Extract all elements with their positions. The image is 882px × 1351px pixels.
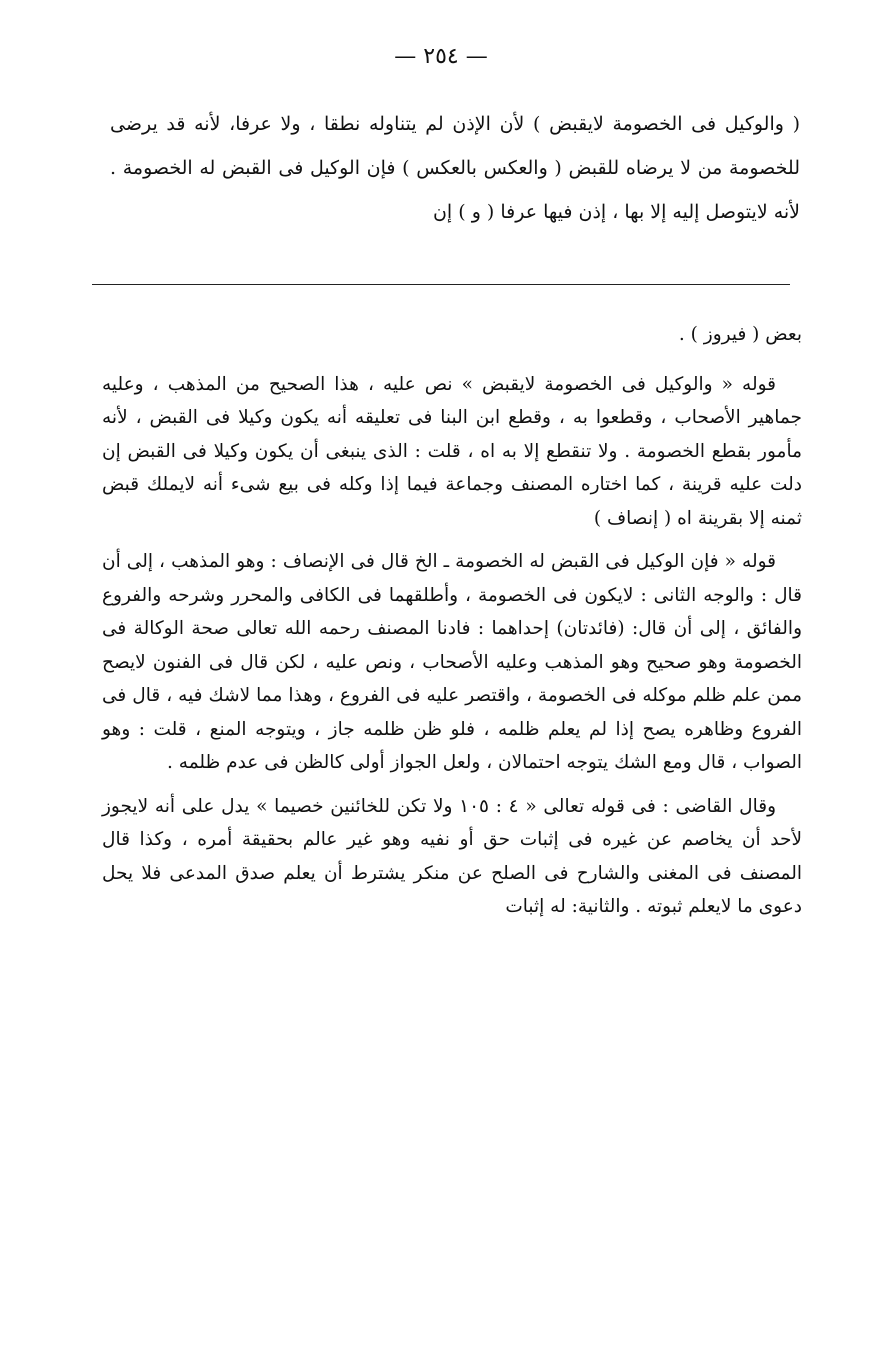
commentary [102, 318, 802, 934]
main-text-paragraph: ( والوكيل فى الخصومة لايقبض ) لأن الإذن لم يتناوله نطقا ، ولا عرفا، لأنه قد يرضى للخصومة من لا يرضاه للقبض ( والعكس بالعكس ) فإن الوكيل فى القبض له الخصومة . لأنه لايتوصل إليه إلا بها ، إذن فيها عرفا ( و ) إن [110, 113, 800, 223]
page-number: — ٢٥٤ — [394, 44, 488, 69]
commentary-paragraph-1: بعض ( فيروز ) . [678, 324, 802, 345]
commentary-paragraph-4: وقال القاضى : فى قوله تعالى « ٤ : ١٠٥ ولا تكن للخائنين خصيما » يدل على أنه لايجوز لأحد أن يخاصم عن غيره فى إثبات حق أو نفيه وهو غير عالم بحقيقة أمره ، وكذا قال المصنف فى المغنى والشارح فى الصلح عن منكر يشترط أن يعلم صدق المدعى فلا يحل دعوى ما لايعلم ثبوته . والثانية: له إثبات [102, 795, 802, 917]
footnote-separator [92, 284, 790, 285]
main-text [110, 102, 800, 234]
commentary-paragraph-2: قوله « والوكيل فى الخصومة لايقبض » نص عليه ، هذا الصحيح من المذهب ، وعليه جماهير الأصحاب ، وقطعوا به ، وقطع ابن البنا فى تعليقه أنه يكون وكيلا فى القبض ، لأنه مأمور بقطع الخصومة . ولا تنقطع إلا به اه ، قلت : الذى ينبغى أن يكون وكيلا فى القبض إن دلت عليه قرينة ، كما اختاره المصنف وجماعة فيما إذا وكله فى بيع شىء أنه لايملك قبض ثمنه إلا بقرينة اه ( إنصاف ) [102, 373, 802, 529]
commentary-paragraph-3: قوله « فإن الوكيل فى القبض له الخصومة ـ الخ قال فى الإنصاف : وهو المذهب ، إلى أن قال : والوجه الثانى : لايكون فى الخصومة ، وأطلقهما فى الكافى والمحرر وشرحه والفروع والفائق ، إلى أن قال: (فائدتان) إحداهما : فادنا المصنف رحمه الله تعالى صحة الوكالة فى الخصومة وهو صحيح وهو المذهب وعليه الأصحاب ، ونص عليه ، لكن قال فى الفنون لايصح ممن علم ظلم موكله فى الخصومة ، واقتصر عليه فى الفروع ، وهذا مما لاشك فيه ، قال فى الفروع وظاهره يصح إذا لم يعلم ظلمه ، فلو ظن ظلمه جاز ، ويتوجه المنع ، قلت : وهو الصواب ، قال ومع الشك يتوجه احتمالان ، ولعل الجواز أولى كالظن فى عدم ظلمه . [102, 551, 802, 773]
